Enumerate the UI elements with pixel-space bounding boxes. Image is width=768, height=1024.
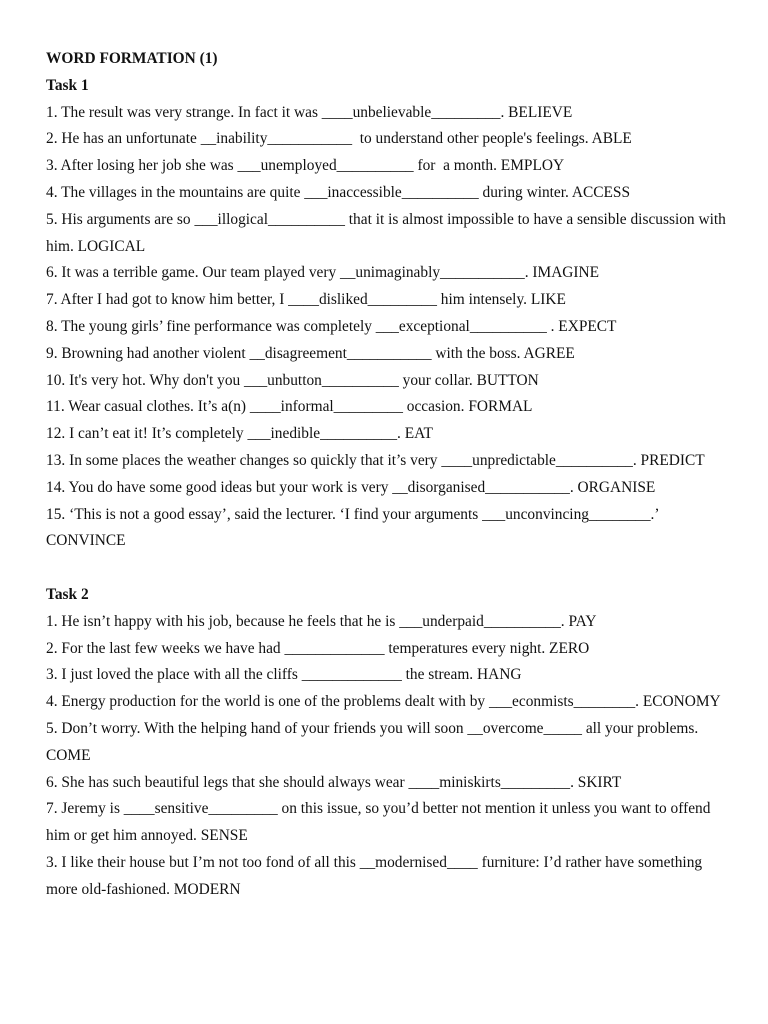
task1-item: 2. He has an unfortunate __inability___________ to understand other people's feelings. ABLE <box>46 130 632 148</box>
task2-item: 2. For the last few weeks we have had _____________ temperatures every night. ZERO <box>46 639 590 657</box>
task2-item: 7. Jeremy is ____sensitive_________ on this issue, so you’d better not mention it unless you want to offend him or get him annoyed. SENSE <box>46 800 715 845</box>
task1-item: 11. Wear casual clothes. It’s a(n) ____informal_________ occasion. FORMAL <box>46 398 533 416</box>
task2-item: 5. Don’t worry. With the helping hand of your friends you will soon __overcome_____ all your problems. COME <box>46 719 703 764</box>
task1-heading: Task 1 <box>46 76 89 94</box>
task2-item: 3. I just loved the place with all the cliffs _____________ the stream. HANG <box>46 666 522 684</box>
task2-item: 3. I like their house but I’m not too fond of all this __modernised____ furniture: I’d rather have something more old-fashioned. MODERN <box>46 853 706 898</box>
task1-item: 13. In some places the weather changes so quickly that it’s very ____unpredictable__________. PREDICT <box>46 451 705 469</box>
task1-item: 7. After I had got to know him better, I ____disliked_________ him intensely. LIKE <box>46 291 566 309</box>
task1-item: 12. I can’t eat it! It’s completely ___inedible__________. EAT <box>46 425 433 443</box>
task1-item: 4. The villages in the mountains are quite ___inaccessible__________ during winter. ACCESS <box>46 183 631 201</box>
task2-heading: Task 2 <box>46 585 89 603</box>
section-spacer <box>46 555 726 582</box>
task1-item: 3. After losing her job she was ___unemployed__________ for a month. EMPLOY <box>46 157 565 175</box>
worksheet-title: WORD FORMATION (1) <box>46 50 218 67</box>
task2-item: 6. She has such beautiful legs that she should always wear ____miniskirts_________. SKIRT <box>46 773 622 791</box>
task1-item: 9. Browning had another violent __disagreement___________ with the boss. AGREE <box>46 344 575 362</box>
task2-item: 4. Energy production for the world is one of the problems dealt with by ___econmists________. ECONOMY <box>46 693 721 711</box>
task1-item: 5. His arguments are so ___illogical__________ that it is almost impossible to have a sensible discussion with him. LOGICAL <box>46 210 730 255</box>
task1-item: 1. The result was very strange. In fact it was ____unbelievable_________. BELIEVE <box>46 103 573 121</box>
task1-item: 6. It was a terrible game. Our team played very __unimaginably___________. IMAGINE <box>46 264 600 282</box>
task1-item: 10. It's very hot. Why don't you ___unbutton__________ your collar. BUTTON <box>46 371 539 389</box>
worksheet-page <box>46 46 730 904</box>
task1-item: 8. The young girls’ fine performance was completely ___exceptional__________ . EXPECT <box>46 317 617 335</box>
task1-item: 15. ‘This is not a good essay’, said the lecturer. ‘I find your arguments ___unconvincing________.’ CONVINCE <box>46 505 663 550</box>
task2-item: 1. He isn’t happy with his job, because he feels that he is ___underpaid__________. PAY <box>46 612 597 630</box>
task1-item: 14. You do have some good ideas but your work is very __disorganised___________. ORGANISE <box>46 478 656 496</box>
